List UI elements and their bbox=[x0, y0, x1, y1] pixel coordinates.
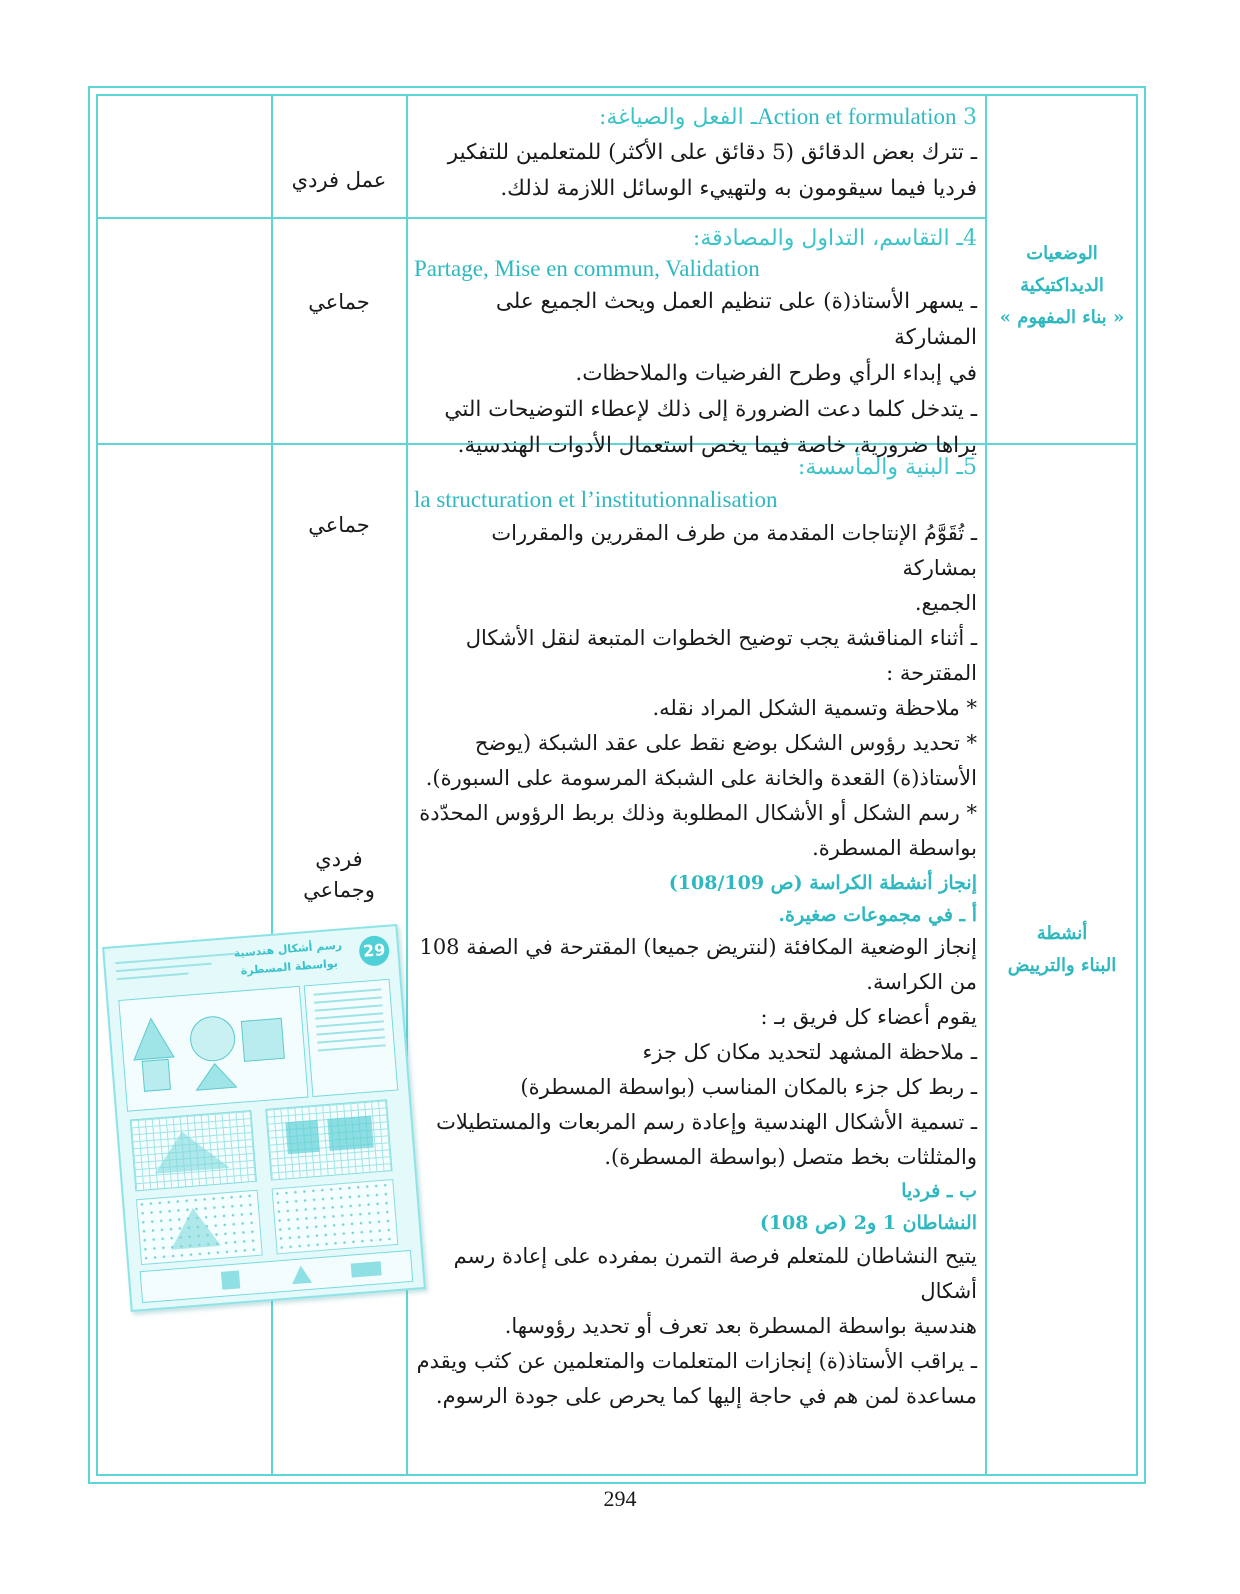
text-line: من الكراسة. bbox=[866, 970, 977, 994]
text-line: ـ أثناء المناقشة يجب توضيح الخطوات المتبعة لنقل الأشكال bbox=[465, 626, 977, 650]
text-line: ـ ملاحظة المشهد لتحديد مكان كل جزء bbox=[642, 1040, 977, 1064]
side-label-line: الديداكتيكية bbox=[1020, 275, 1104, 296]
row-divider bbox=[97, 217, 985, 219]
scene-shapes bbox=[119, 987, 307, 1111]
side-label-line: الوضعيات bbox=[1026, 243, 1098, 264]
work-mode-collective: جماعي bbox=[308, 513, 370, 537]
work-mode-individual-collective bbox=[272, 844, 406, 906]
text-line: الجميع. bbox=[914, 591, 977, 615]
subsection-title: أ ـ في مجموعات صغيرة. bbox=[778, 904, 977, 926]
text-line: فرديا فيما سيقومون به ولتهييء الوسائل اللازمة لذلك. bbox=[500, 176, 977, 201]
section-action bbox=[414, 100, 977, 207]
text-line: ـ ربط كل جزء بالمكان المناسب (بواسطة المسطرة) bbox=[520, 1075, 977, 1099]
work-mode-collective: جماعي bbox=[308, 290, 370, 314]
subsection-title: ب ـ فرديا bbox=[901, 1180, 977, 1202]
side-label-situations bbox=[987, 238, 1137, 334]
text-line: ـ تترك بعض الدقائق (5 دقائق على الأكثر) للمتعلمين للتفكير bbox=[447, 140, 977, 165]
thumbnail-instructions-box bbox=[304, 979, 399, 1097]
section-title-ar: 4ـ التقاسم، التداول والمصادقة: bbox=[692, 226, 977, 251]
section-title-fr: Partage, Mise en commun, Validation bbox=[414, 256, 760, 281]
thumbnail-title: رسم أشكال هندسية بواسطة المسطرة bbox=[233, 938, 343, 978]
thumbnail-scene-box bbox=[118, 986, 308, 1112]
text-line: * تحديد رؤوس الشكل بوضع نقط على عقد الشبكة (يوضح bbox=[474, 731, 977, 755]
section-title-ar: 3ـ الفعل والصياغة: bbox=[598, 105, 977, 130]
text-line: * ملاحظة وتسمية الشكل المراد نقله. bbox=[652, 696, 977, 720]
section-title-fr: la structuration et l’institutionnalisation bbox=[414, 487, 778, 512]
subsection-title: إنجاز أنشطة الكراسة (ص 108/109) bbox=[668, 872, 977, 894]
text-line: هندسية بواسطة المسطرة بعد تعرف أو تحديد رؤوسها. bbox=[504, 1314, 977, 1338]
thumbnail-grid-triangle bbox=[130, 1110, 257, 1191]
thumbnail-dot-grid-right bbox=[272, 1179, 399, 1254]
text-line: يتيح النشاطان للمتعلم فرصة التمرن بمفرده على إعادة رسم أشكال bbox=[453, 1244, 977, 1303]
text-line: إنجاز الوضعية المكافئة (لنتريض جميعا) المقترحة في الصفة 108 bbox=[419, 935, 977, 959]
text-line: بواسطة المسطرة. bbox=[812, 836, 977, 860]
mode-line: فردي bbox=[315, 847, 363, 871]
text-line: ـ يسهر الأستاذ(ة) على تنظيم العمل ويحث الجميع على المشاركة bbox=[495, 289, 977, 350]
side-label-line: « بناء المفهوم » bbox=[999, 307, 1125, 328]
work-mode-individual: عمل فردي bbox=[291, 168, 387, 192]
text-line: يقوم أعضاء كل فريق بـ : bbox=[760, 1005, 977, 1029]
text-line: ـ يتدخل كلما دعت الضرورة إلى ذلك لإعطاء التوضيحات التي bbox=[444, 397, 977, 422]
thumbnail-dot-grid-left bbox=[136, 1190, 263, 1265]
section-title-fr: Action et formulation bbox=[757, 104, 957, 129]
side-label-line: البناء والترييض bbox=[1007, 955, 1117, 976]
lesson-number-badge: 29 bbox=[358, 935, 390, 967]
text-line: * رسم الشكل أو الأشكال المطلوبة وذلك بربط الرؤوس المحدّدة bbox=[419, 801, 977, 825]
page-number: 294 bbox=[603, 1486, 637, 1511]
text-line: والمثلثات بخط متصل (بواسطة المسطرة). bbox=[604, 1145, 977, 1169]
text-line: ـ يراقب الأستاذ(ة) إنجازات المتعلمات والمتعلمين عن كثب ويقدم bbox=[416, 1349, 977, 1373]
workbook-page-thumbnail bbox=[102, 924, 426, 1312]
subsection-title: النشاطان 1 و2 (ص 108) bbox=[759, 1212, 977, 1234]
text-line: مساعدة لمن هم في حاجة إليها كما يحرص على جودة الرسوم. bbox=[435, 1384, 977, 1408]
text-line: في إبداء الرأي وطرح الفرضيات والملاحظات. bbox=[575, 361, 977, 386]
thumbnail-header-lines bbox=[115, 953, 237, 986]
text-line: المقترحة : bbox=[886, 661, 977, 685]
thumbnail-grid-squares bbox=[265, 1099, 392, 1180]
text-line: يراها ضرورية، خاصة فيما يخص استعمال الأدوات الهندسية. bbox=[457, 433, 977, 458]
section-title-ar: 5ـ البنية والمأسسة: bbox=[797, 455, 977, 480]
text-line: ـ تسمية الأشكال الهندسية وإعادة رسم المربعات والمستطيلات bbox=[436, 1110, 977, 1134]
section-partage bbox=[414, 224, 977, 464]
text-line: ـ تُقَوَّمُ الإنتاجات المقدمة من طرف المقررين والمقررات بمشاركة bbox=[491, 521, 977, 580]
side-label-activities bbox=[987, 918, 1137, 982]
side-label-line: أنشطة bbox=[1036, 923, 1088, 944]
text-line: الأستاذ(ة) القعدة والخانة على الشبكة المرسومة على السبورة). bbox=[425, 766, 977, 790]
mode-line: وجماعي bbox=[303, 878, 375, 902]
section-structuration bbox=[414, 452, 977, 1414]
